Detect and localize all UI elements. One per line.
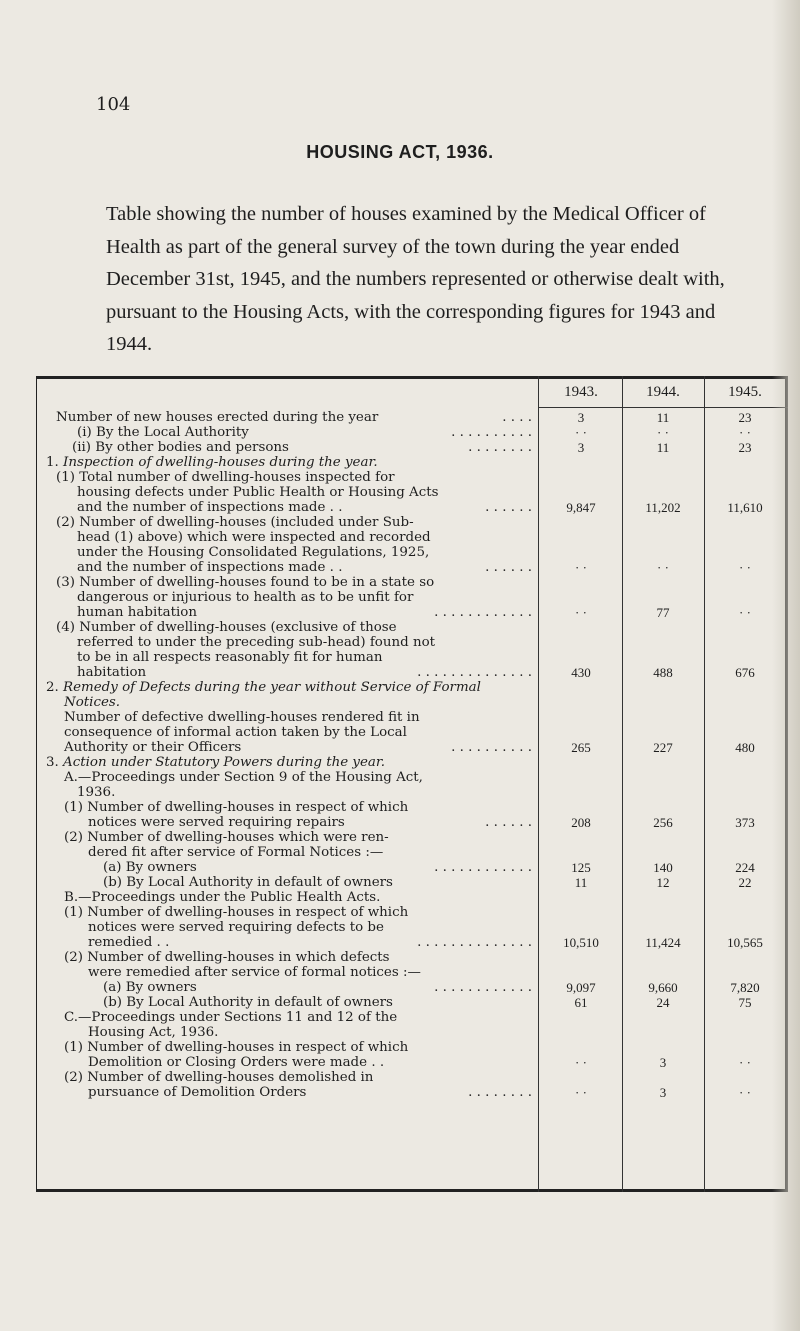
table-row-label: [77, 591, 413, 606]
row-text: Number of new houses erected during the year: [56, 410, 379, 425]
row-text: (a) By owners: [103, 860, 197, 875]
table-row-label: [64, 891, 380, 906]
row-text: habitation: [77, 665, 147, 680]
row-text: Housing Act, 1936.: [88, 1025, 219, 1040]
row-text: 3.: [46, 755, 64, 770]
table-row-label: [77, 786, 115, 801]
year-header-1945: 1945.: [728, 384, 762, 400]
table-cell: 10,510: [563, 935, 599, 950]
table-row-label: [56, 576, 434, 591]
dot-leader: . . . . . . . . . .: [451, 426, 532, 440]
dot-leader: . . . . . . . . . . . .: [434, 981, 532, 995]
table-cell: 23: [738, 410, 752, 425]
table-cell: 3: [577, 440, 585, 455]
table-cell: · ·: [657, 425, 669, 440]
row-text: Number of defective dwelling-houses rendered fit in: [64, 710, 420, 725]
row-text: Demolition or Closing Orders were made . .: [88, 1055, 385, 1070]
table-row-label: [88, 1056, 384, 1071]
table-cell: 125: [571, 860, 591, 875]
table-cell: · ·: [657, 560, 669, 575]
dot-leader: . . . . . . . . . . . . . .: [417, 936, 532, 950]
table-row-label: [64, 1071, 373, 1086]
table-row-label: [77, 666, 146, 681]
table-row-label: [64, 741, 241, 756]
table-row-label: [64, 771, 423, 786]
row-text: consequence of informal action taken by the Local: [64, 725, 407, 740]
year-header-1943: 1943.: [564, 384, 598, 400]
dot-leader: . . . . . .: [485, 561, 532, 575]
row-text: (i) By the Local Authority: [77, 425, 249, 440]
row-text: (2) Number of dwelling-houses (included under Sub-: [56, 515, 414, 530]
table-cell: 140: [653, 860, 673, 875]
table-row-label: [64, 906, 408, 921]
table-row-label: [103, 876, 393, 891]
row-text: notices were served requiring defects to be: [88, 920, 384, 935]
table-row-label: [56, 411, 378, 426]
row-italic-text: Action under Statutory Powers during the year.: [63, 755, 386, 770]
row-text: (1) Total number of dwelling-houses inspected for: [56, 470, 395, 485]
table-row-label: [88, 936, 169, 951]
row-text: dered fit after service of Formal Notices :—: [88, 845, 384, 860]
table-row-label: [77, 606, 197, 621]
row-text: (2) Number of dwelling-houses in which defects: [64, 950, 390, 965]
table-cell: 22: [738, 875, 752, 890]
dot-leader: . . . .: [502, 411, 532, 425]
dot-leader: . . . . . . . . . . . . . .: [417, 666, 532, 680]
table-cell: 3: [577, 410, 585, 425]
row-text: under the Housing Consolidated Regulations, 1925,: [77, 545, 430, 560]
table-cell: 9,660: [648, 980, 678, 995]
table-cell: 480: [735, 740, 755, 755]
table-cell: 11: [656, 440, 670, 455]
row-text: (2) Number of dwelling-houses demolished in: [64, 1070, 374, 1085]
table-cell: 676: [735, 665, 755, 680]
table-row-label: [64, 1011, 397, 1026]
row-text: (4) Number of dwelling-houses (exclusive of those: [56, 620, 397, 635]
dot-leader: . . . . . . . . . . . .: [434, 861, 532, 875]
row-text: (a) By owners: [103, 980, 197, 995]
table-cell: 9,097: [566, 980, 596, 995]
table-row-label: [64, 711, 420, 726]
row-text: A.—Proceedings under Section 9 of the Housing Act,: [64, 770, 423, 785]
row-italic-text: Notices.: [64, 695, 120, 710]
row-text: (b) By Local Authority in default of owners: [103, 875, 393, 890]
table-cell: 208: [571, 815, 591, 830]
table-cell: · ·: [575, 1085, 587, 1100]
table-row-label: [56, 516, 414, 531]
page-number: 104: [96, 94, 131, 115]
table-row-label: [64, 1041, 408, 1056]
row-text: (3) Number of dwelling-houses found to be in a state so: [56, 575, 435, 590]
table-row-label: [46, 681, 481, 696]
table-cell: 430: [571, 665, 591, 680]
table-cell: 24: [656, 995, 670, 1010]
table-row-label: [72, 441, 289, 456]
table-cell: 3: [659, 1085, 667, 1100]
row-text: (1) Number of dwelling-houses in respect of which: [64, 1040, 409, 1055]
table-cell: 373: [735, 815, 755, 830]
table-cell: 10,565: [727, 935, 763, 950]
page-edge-shadow: [772, 0, 800, 1331]
table-row-label: [64, 696, 120, 711]
table-cell: · ·: [575, 1055, 587, 1070]
table-row-label: [103, 996, 393, 1011]
row-text: dangerous or injurious to health as to be unfit for: [77, 590, 414, 605]
row-text: and the number of inspections made . .: [77, 500, 343, 515]
table-row-label: [77, 561, 342, 576]
table-cell: 265: [571, 740, 591, 755]
table-cell: 256: [653, 815, 673, 830]
table-row-label: [77, 501, 342, 516]
row-text: 1936.: [77, 785, 116, 800]
row-text: (1) Number of dwelling-houses in respect of which: [64, 800, 409, 815]
row-text: (2) Number of dwelling-houses which were ren-: [64, 830, 389, 845]
table-row-label: [77, 426, 249, 441]
dot-leader: . . . . . .: [485, 816, 532, 830]
table-row-label: [88, 1086, 306, 1101]
row-text: B.—Proceedings under the Public Health Acts.: [64, 890, 381, 905]
dot-leader: . . . . . . . .: [468, 441, 532, 455]
row-text: pursuance of Demolition Orders: [88, 1085, 307, 1100]
table-row-label: [46, 756, 385, 771]
table-row-label: [64, 831, 389, 846]
table-row-label: [64, 951, 390, 966]
row-text: Authority or their Officers: [64, 740, 242, 755]
table-cell: 23: [738, 440, 752, 455]
table-row-label: [56, 471, 395, 486]
table-cell: · ·: [575, 425, 587, 440]
table-cell: · ·: [739, 560, 751, 575]
table-cell: 3: [659, 1055, 667, 1070]
table-cell: 11,610: [727, 500, 763, 515]
table-cell: 11: [574, 875, 588, 890]
table-row-label: [88, 846, 383, 861]
table-row-label: [88, 966, 421, 981]
table-cell: 9,847: [566, 500, 596, 515]
table-row-label: [77, 636, 435, 651]
table-cell: 227: [653, 740, 673, 755]
table-row-label: [77, 531, 431, 546]
table-cell: 61: [574, 995, 588, 1010]
row-text: (ii) By other bodies and persons: [72, 440, 289, 455]
row-text: (1) Number of dwelling-houses in respect of which: [64, 905, 409, 920]
row-text: (b) By Local Authority in default of owners: [103, 995, 393, 1010]
table-row-label: [77, 651, 382, 666]
row-text: and the number of inspections made . .: [77, 560, 343, 575]
table-cell: · ·: [575, 605, 587, 620]
row-italic-text: Remedy of Defects during the year without Service of Formal: [63, 680, 481, 695]
row-text: to be in all respects reasonably fit for human: [77, 650, 383, 665]
table-row-label: [77, 486, 438, 501]
table-cell: 7,820: [730, 980, 760, 995]
table-row-label: [64, 726, 407, 741]
table-row-label: [103, 861, 197, 876]
dot-leader: . . . . . . . . . . . .: [434, 606, 532, 620]
header-rule: [538, 407, 788, 408]
row-text: housing defects under Public Health or Housing Acts: [77, 485, 439, 500]
table-cell: · ·: [575, 560, 587, 575]
table-cell: 11,202: [645, 500, 681, 515]
year-header-1944: 1944.: [646, 384, 680, 400]
document-heading: HOUSING ACT, 1936.: [306, 142, 494, 162]
row-text: C.—Proceedings under Sections 11 and 12 of the: [64, 1010, 398, 1025]
table-cell: · ·: [739, 1055, 751, 1070]
table-cell: 488: [653, 665, 673, 680]
table-row-label: [56, 621, 397, 636]
table-row-label: [64, 801, 408, 816]
row-text: human habitation: [77, 605, 197, 620]
dot-leader: . . . . . .: [485, 501, 532, 515]
row-italic-text: Inspection of dwelling-houses during the year.: [63, 455, 378, 470]
row-text: notices were served requiring repairs: [88, 815, 345, 830]
dot-leader: . . . . . . . . . .: [451, 741, 532, 755]
table-row-label: [46, 456, 378, 471]
table-cell: 77: [656, 605, 670, 620]
table-cell: 11,424: [645, 935, 681, 950]
table-cell: 11: [656, 410, 670, 425]
intro-paragraph: Table showing the number of houses examined by the Medical Officer of Health as part of the general survey of the town during the year ended December 31st, 1945, and the numbers represented or otherwise dealt with, pursuant to the Housing Acts, with the corresponding figures for 1943 and 1944.: [106, 203, 725, 355]
row-text: head (1) above) which were inspected and recorded: [77, 530, 431, 545]
table-row-label: [88, 816, 345, 831]
row-text: 1.: [46, 455, 64, 470]
table-row-label: [77, 546, 429, 561]
table-cell: · ·: [739, 425, 751, 440]
table-cell: 224: [735, 860, 755, 875]
dot-leader: . . . . . . . .: [468, 1086, 532, 1100]
table-cell: 12: [656, 875, 670, 890]
column-divider: [538, 376, 539, 1192]
table-row-label: [103, 981, 197, 996]
row-text: were remedied after service of formal notices :—: [88, 965, 421, 980]
row-text: referred to under the preceding sub-head) found not: [77, 635, 436, 650]
table-cell: · ·: [739, 1085, 751, 1100]
row-text: 2.: [46, 680, 64, 695]
table-cell: · ·: [739, 605, 751, 620]
table-cell: 75: [738, 995, 752, 1010]
table-row-label: [88, 921, 384, 936]
row-text: remedied . .: [88, 935, 170, 950]
table-row-label: [88, 1026, 218, 1041]
